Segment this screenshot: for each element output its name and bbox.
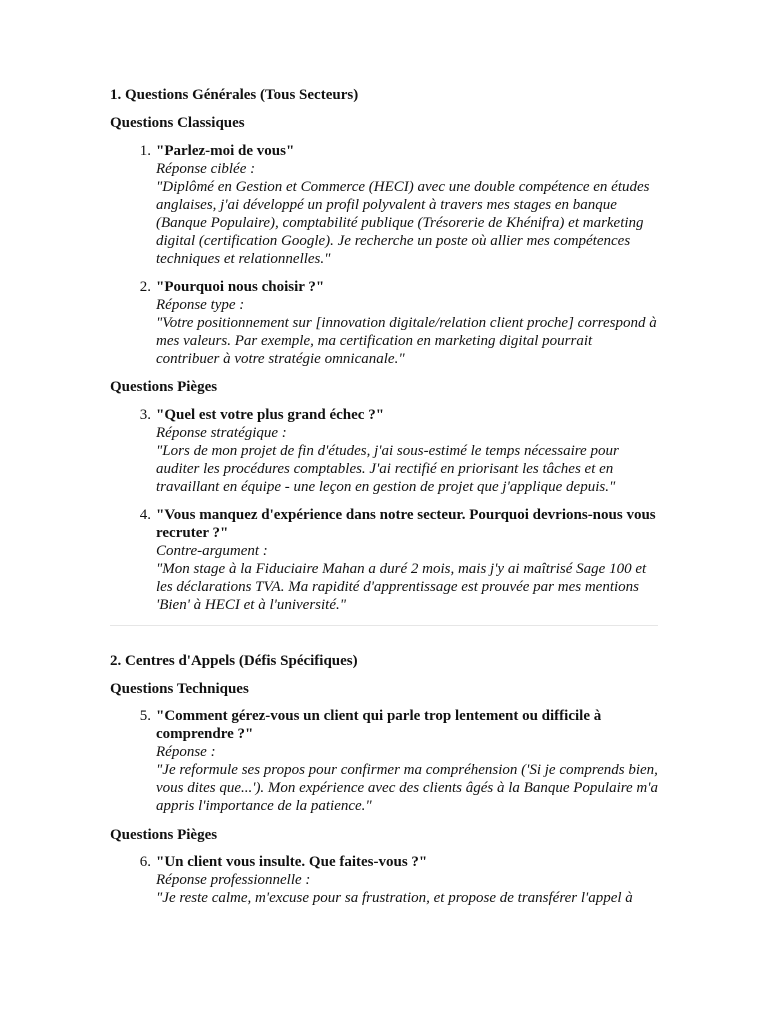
question-text: "Parlez-moi de vous" <box>156 143 295 159</box>
section-title: 2. Centres d'Appels (Défis Spécifiques) <box>110 653 358 669</box>
answer-text: "Votre positionnement sur [innovation digitale/relation client proche] correspond à mes valeurs. Par exemple, ma certification en marketing digital pourrait contribuer à votre stratégie omnicanale." <box>156 315 657 367</box>
question-item <box>110 142 658 268</box>
subsection-traps <box>110 378 658 396</box>
section-general <box>110 86 658 104</box>
section-divider <box>110 625 658 626</box>
answer-label: Réponse professionnelle : <box>156 872 311 888</box>
subsection-traps <box>110 826 658 844</box>
question-text: "Pourquoi nous choisir ?" <box>156 279 325 295</box>
subsection-title: Questions Pièges <box>110 379 218 395</box>
question-number: 6. <box>139 854 151 870</box>
subsection-title: Questions Techniques <box>110 681 249 697</box>
question-number: 2. <box>139 279 151 295</box>
subsection-classic <box>110 114 658 132</box>
answer-label: Contre-argument : <box>156 543 268 559</box>
answer-text: "Mon stage à la Fiduciaire Mahan a duré 2 mois, mais j'y ai maîtrisé Sage 100 et les déclarations TVA. Ma rapidité d'apprentissage est prouvée par mes mentions 'Bien' à HECI et à l'université." <box>156 561 647 613</box>
subsection-title: Questions Pièges <box>110 827 218 843</box>
question-item <box>110 853 658 907</box>
question-text: "Quel est votre plus grand échec ?" <box>156 407 385 423</box>
question-item <box>110 506 658 614</box>
answer-text: "Je reste calme, m'excuse pour sa frustration, et propose de transférer l'appel à <box>156 890 633 906</box>
subsection-technical <box>110 680 658 698</box>
question-number: 5. <box>139 708 151 724</box>
question-text: "Comment gérez-vous un client qui parle trop lentement ou difficile à comprendre ?" <box>156 708 602 742</box>
question-item <box>110 278 658 368</box>
answer-label: Réponse ciblée : <box>156 161 256 177</box>
answer-label: Réponse : <box>156 744 216 760</box>
question-text: "Un client vous insulte. Que faites-vous ?" <box>156 854 428 870</box>
answer-text: "Diplômé en Gestion et Commerce (HECI) avec une double compétence en études anglaises, j'ai développé un profil polyvalent à travers mes stages en banque (Banque Populaire), comptabilité publique (Trésorerie de Khénifra) et marketing digital (certification Google). Je recherche un poste où allier mes compétences techniques et relationnelles." <box>156 179 650 267</box>
question-number: 3. <box>139 407 151 423</box>
question-number: 4. <box>139 507 151 523</box>
question-item <box>110 707 658 815</box>
answer-text: "Lors de mon projet de fin d'études, j'ai sous-estimé le temps nécessaire pour auditer les procédures comptables. J'ai rectifié en priorisant les tâches et en travaillant en équipe - une leçon en gestion de projet que j'applique depuis." <box>156 443 619 495</box>
answer-text: "Je reformule ses propos pour confirmer ma compréhension ('Si je comprends bien, vous dites que...'). Mon expérience avec des clients âgés à la Banque Populaire m'a appris l'importance de la patience." <box>156 762 658 814</box>
answer-label: Réponse stratégique : <box>156 425 287 441</box>
subsection-title: Questions Classiques <box>110 115 245 131</box>
question-text: "Vous manquez d'expérience dans notre secteur. Pourquoi devrions-nous vous recruter ?" <box>156 507 656 541</box>
answer-label: Réponse type : <box>156 297 245 313</box>
section-title: 1. Questions Générales (Tous Secteurs) <box>110 87 359 103</box>
question-item <box>110 406 658 496</box>
question-number: 1. <box>139 143 151 159</box>
section-call-centers <box>110 652 658 670</box>
